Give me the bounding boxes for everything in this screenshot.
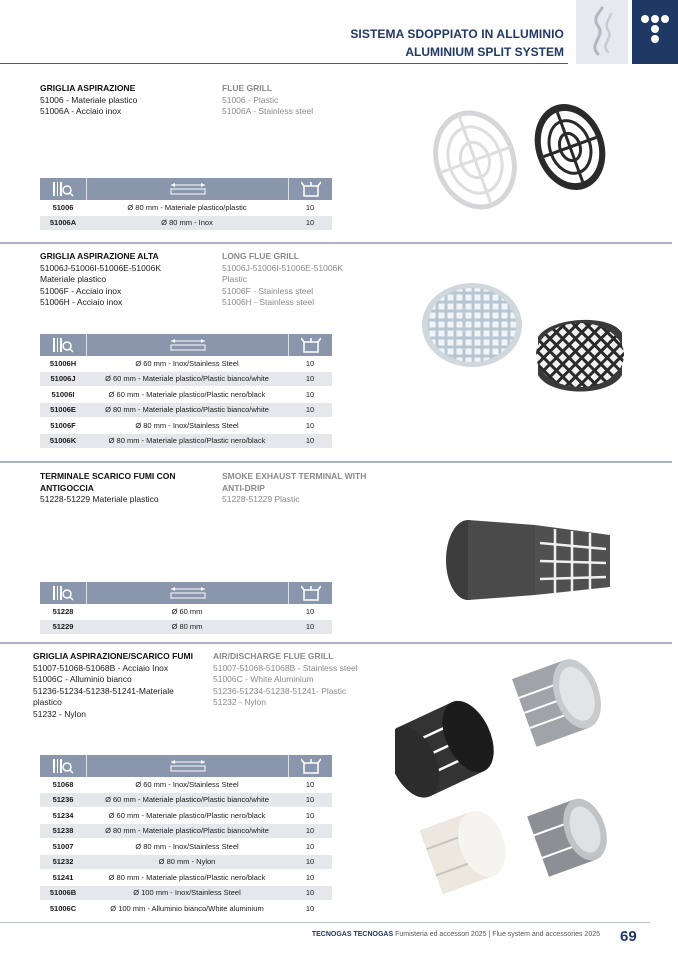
table-row: 51234 Ø 60 mm - Materiale plastico/Plastic nero/black 10 xyxy=(40,808,332,824)
package-box-icon xyxy=(301,585,321,601)
footer-caption: Fumisteria ed accessori 2025 | Flue system and accessories 2025 xyxy=(395,931,600,938)
table-header xyxy=(40,755,332,777)
section-1-text-en: FLUE GRILL 51006 - Plastic 51006A - Stainless steel xyxy=(222,83,314,116)
table-row: 51232 Ø 80 mm - Nylon 10 xyxy=(40,855,332,871)
page-number: 69 xyxy=(620,928,637,945)
dimension-ruler-icon xyxy=(170,339,206,351)
footer-text xyxy=(0,931,600,938)
package-box-icon xyxy=(301,181,321,197)
table-row: 51006B Ø 100 mm - Inox/Stainless Steel 10 xyxy=(40,886,332,902)
footer-brand-1: TECNOGAS xyxy=(311,931,352,938)
barcode-search-icon xyxy=(52,758,74,774)
page-subtitle: ALUMINIUM SPLIT SYSTEM xyxy=(405,45,564,59)
section-3-text-en: SMOKE EXHAUST TERMINAL WITH ANTI-DRIP 51228-51229 Plastic xyxy=(222,471,367,504)
air-discharge-grill-product-image xyxy=(395,650,635,905)
section-3-text-it: TERMINALE SCARICO FUMI CON ANTIGOCCIA 51228-51229 Materiale plastico xyxy=(40,471,176,504)
table-row: 51006F Ø 80 mm - Inox/Stainless Steel 10 xyxy=(40,418,332,434)
dimension-ruler-icon xyxy=(170,183,206,195)
table-row: 51068 Ø 60 mm - Inox/Stainless Steel 10 xyxy=(40,777,332,793)
table-row: 51006K Ø 80 mm - Materiale plastico/Plastic nero/black 10 xyxy=(40,434,332,450)
table-header xyxy=(40,178,332,200)
section-1-text-it: GRIGLIA ASPIRAZIONE 51006 - Materiale plastico 51006A - Acciaio inox xyxy=(40,83,138,116)
table-row: 51006I Ø 60 mm - Materiale plastico/Plastic nero/black 10 xyxy=(40,387,332,403)
header-rule xyxy=(0,63,568,64)
page-title: SISTEMA SDOPPIATO IN ALLUMINIO xyxy=(350,27,564,41)
flue-grill-product-image xyxy=(425,92,625,222)
table-section-4 xyxy=(40,755,332,917)
table-row: 51241 Ø 80 mm - Materiale plastico/Plastic nero/black 10 xyxy=(40,870,332,886)
long-flue-grill-product-image xyxy=(410,275,640,410)
dimension-ruler-icon xyxy=(170,587,206,599)
table-section-1 xyxy=(40,178,332,231)
table-row: 51229 Ø 80 mm 10 xyxy=(40,620,332,636)
table-row: 51236 Ø 60 mm - Materiale plastico/Plastic bianco/white 10 xyxy=(40,793,332,809)
table-row: 51006A Ø 80 mm - Inox 10 xyxy=(40,216,332,232)
package-box-icon xyxy=(301,337,321,353)
table-row: 51006C Ø 100 mm - Alluminio bianco/White aluminium 10 xyxy=(40,901,332,917)
table-row: 51238 Ø 80 mm - Materiale plastico/Plastic bianco/white 10 xyxy=(40,824,332,840)
brand-dots-icon xyxy=(632,0,678,64)
dimension-ruler-icon xyxy=(170,760,206,772)
flue-smoke-icon xyxy=(576,0,628,64)
table-section-3 xyxy=(40,582,332,635)
table-row: 51228 Ø 60 mm 10 xyxy=(40,604,332,620)
section-separator xyxy=(0,461,672,463)
barcode-search-icon xyxy=(52,337,74,353)
table-row: 51006H Ø 60 mm - Inox/Stainless Steel 10 xyxy=(40,356,332,372)
footer-rule xyxy=(0,922,650,923)
table-row: 51006E Ø 80 mm - Materiale plastico/Plastic bianco/white 10 xyxy=(40,403,332,419)
exhaust-terminal-product-image xyxy=(440,515,630,610)
section-4-text-en: AIR/DISCHARGE FLUE GRILL 51007-51068-51068B - Stainless steel 51006C - White Aluminium 51236-51234-51238-51241- Plastic 51232 - Nylon xyxy=(213,651,358,707)
table-row: 51007 Ø 80 mm - Inox/Stainless Steel 10 xyxy=(40,839,332,855)
section-separator xyxy=(0,242,672,244)
package-box-icon xyxy=(301,758,321,774)
table-row: 51006J Ø 60 mm - Materiale plastico/Plastic bianco/white 10 xyxy=(40,372,332,388)
table-row: 51006 Ø 80 mm - Materiale plastico/plastic 10 xyxy=(40,200,332,216)
section-2-text-it: GRIGLIA ASPIRAZIONE ALTA 51006J-51006I-51006E-51006K Materiale plastico 51006F - Acciaio inox 51006H - Acciaio inox xyxy=(40,251,161,307)
table-header xyxy=(40,582,332,604)
section-2-text-en: LONG FLUE GRILL 51006J-51006I-51006E-51006K Plastic 51006F - Stainless steel 51006H - Stainless steel xyxy=(222,251,343,307)
table-section-2 xyxy=(40,334,332,449)
barcode-search-icon xyxy=(52,585,74,601)
section-separator xyxy=(0,642,672,644)
table-header xyxy=(40,334,332,356)
barcode-search-icon xyxy=(52,181,74,197)
footer-brand-2: TECNOGAS xyxy=(353,931,394,938)
section-4-text-it: GRIGLIA ASPIRAZIONE/SCARICO FUMI 51007-51068-51068B - Acciaio Inox 51006C - Alluminio bianco 51236-51234-51238-51241-Materiale plastico 51232 - Nylon xyxy=(33,651,193,719)
